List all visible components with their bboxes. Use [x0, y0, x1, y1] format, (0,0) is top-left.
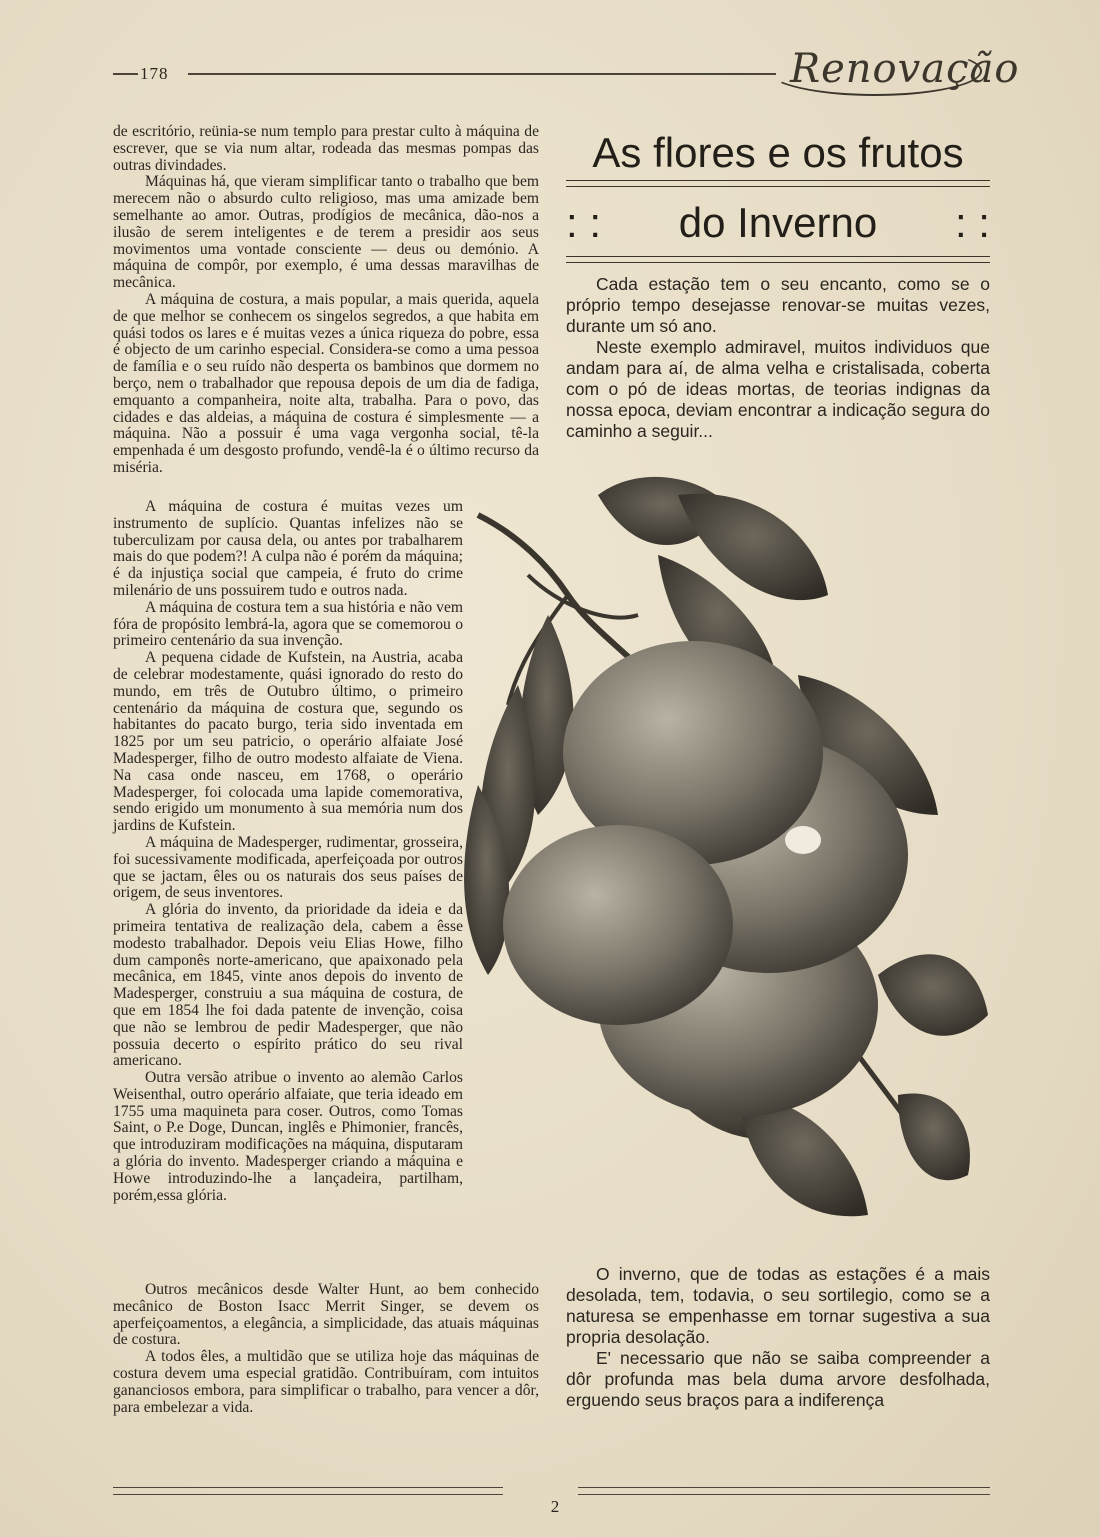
paragraph: A todos êles, a multidão que se utiliza hoje das máquinas de costura devem uma especial gratidão. Contribuíram, com intuitos gananciosos embora, para simplificar o trabalho, para vencer a dôr, para embelezar a vida. [113, 1348, 539, 1416]
article-conclusion [566, 1264, 990, 1411]
article-title: As flores e os frutos [592, 129, 964, 176]
title-ornament-right: : : [954, 199, 990, 246]
page-number: 178 [140, 64, 169, 83]
paragraph: Máquinas há, que vieram simplificar tanto o trabalho que bem merecem não o absurdo culto religioso, mas uma amizade bem semelhante ao amor. Outras, prodígios de mecânica, dão-nos a ilusão de serem inteligentes e de terem a presidir aos seus movimentos uma vontade consciente — deus ou demónio. A máquina de compôr, por exemplo, é uma dessas maravilhas de mecânica. [113, 173, 539, 292]
article-title-main: do Inverno [678, 199, 878, 246]
article-intro [566, 274, 990, 442]
title-rule [566, 256, 990, 257]
paragraph: Outra versão atribue o invento ao alemão Carlos Weisenthal, outro operário alfaiate, que teria ideado em 1755 uma maquineta para coser. Outros, como Tomas Saint, o P.e Doge, Duncan, inglês e Phimonier, francês, que introduziram modificações na máquina, disputaram a glória do invento. Madesperger criando a máquina e Howe introduzindo-lhe a lançadeira, partilham, porém,essa glória. [113, 1069, 463, 1204]
header-rule-left [113, 73, 138, 75]
paragraph: A máquina de Madesperger, rudimentar, grosseira, foi sucessivamente modificada, aperfeiçoada por outros que se jactam, êles ou os naturais dos seus países de origem, de seus inventores. [113, 833, 463, 902]
paragraph: A máquina de costura, a mais popular, a mais querida, aquela de que melhor se conhecem os singelos segredos, a que habita em quási todos os lares e é muitas vezes a única riqueza do pobre, essa é objecto de um carinho especial. Considera-se como a uma pessoa de família e o seu ruído não desperta os bambinos que dormem no berço, nem o trabalhador que repousa depois de um dia de fadiga, emquanto a companheira, noite alta, trabalha. Para o povo, das cidades e das aldeias, a máquina de costura é simplesmente — a máquina. Não a possuir é uma vaga vergonha social, tê-la empenhada é um desgosto profundo, vendê-la é o último recurso da miséria. [113, 290, 539, 476]
footer-rule-left [113, 1494, 503, 1495]
paragraph: A máquina de costura tem a sua história e não vem fóra de propósito lembrá-la, agora que se comemorou o primeiro centenário da sua invenção. [113, 598, 463, 650]
paragraph: Neste exemplo admiravel, muitos individuos que andam para aí, de alma velha e cristalisada, coberta com o pó de ideas mortas, de teorias indignas da nossa epoca, deviam encontrar a indicação segura do caminho a seguir... [566, 337, 990, 441]
fruit-branch-illustration [458, 455, 998, 1255]
footer-page-number: 2 [550, 1497, 560, 1516]
article-column-left [113, 124, 539, 477]
article-column-bottom [113, 1282, 539, 1416]
title-rule [566, 262, 990, 263]
paragraph: Outros mecânicos desde Walter Hunt, ao bem conhecido mecânico de Boston Isacc Merrit Singer, se devem os aperfeiçoamentos, a elegância, a simplicidade, das atuais máquinas de costura. [113, 1281, 539, 1349]
footer-rule-right [578, 1487, 990, 1488]
paragraph: O inverno, que de todas as estações é a mais desolada, tem, todavia, o seu sortilegio, como se a naturesa se empenhasse em tornar sugestiva a sua propria desolação. [566, 1264, 990, 1347]
title-ornament-left: : : [566, 199, 602, 246]
masthead-logo [768, 44, 1020, 96]
footer-rule-left [113, 1487, 503, 1488]
paragraph: A glória do invento, da prioridade da ideia e da primeira tentativa de realização dela, cabem a êsse modesto trabalhador. Depois veiu Elias Howe, filho dum camponês norte-americano, que apaixonado pela mecânica, em 1845, vinte anos depois do invento de Madesperger, construiu a sua máquina de costura, de que em 1854 lhe foi dada patente de invenção, coisa que não se lembrou de pedir Madesperger, que não possuia decerto o espírito prático do seu rival americano. [113, 901, 463, 1070]
article-title-line2 [566, 198, 990, 248]
title-rule [566, 186, 990, 187]
paragraph: de escritório, reünia-se num templo para prestar culto à máquina de escrever, que se via num altar, rodeada das mesmas pompas das outras divindades. [113, 123, 539, 174]
paragraph: A pequena cidade de Kufstein, na Austria, acaba de celebrar modestamente, quási ignorado do resto do mundo, em três de Outubro último, o primeiro centenário da máquina de costura que, segundo os habitantes do pacato burgo, teria sido inventada em 1825 por um seu patricio, o operário alfaiate José Madesperger, filho de outro modesto alfaiate de Viena. Na casa onde nasceu, em 1768, o operário Madesperger, foi colocada uma lapide comemorativa, sendo erigido um monumento à sua memória num dos jardins de Kufstein. [113, 649, 463, 835]
paragraph: Cada estação tem o seu encanto, como se o próprio tempo desejasse renovar-se muitas vezes, durante um só ano. [566, 274, 990, 336]
masthead-title: Renovação [790, 46, 1020, 92]
title-rule [566, 180, 990, 181]
paragraph: A máquina de costura é muitas vezes um instrumento de suplício. Quantas infelizes não se tuberculizam por causa dela, ou antes por trabalharem mais do que podem?! A culpa não é porém da máquina; é da injustiça social que campeia, é fruto do crime milenário de uns possuirem tudo e outros nada. [113, 498, 463, 599]
header-rule [188, 73, 776, 75]
footer-rule-right [578, 1494, 990, 1495]
paragraph: E' necessario que não se saiba compreender a dôr profunda mas bela duma arvore desfolhada, erguendo seus braços para a indiferença [566, 1348, 990, 1410]
article-column-narrow [113, 499, 463, 1204]
